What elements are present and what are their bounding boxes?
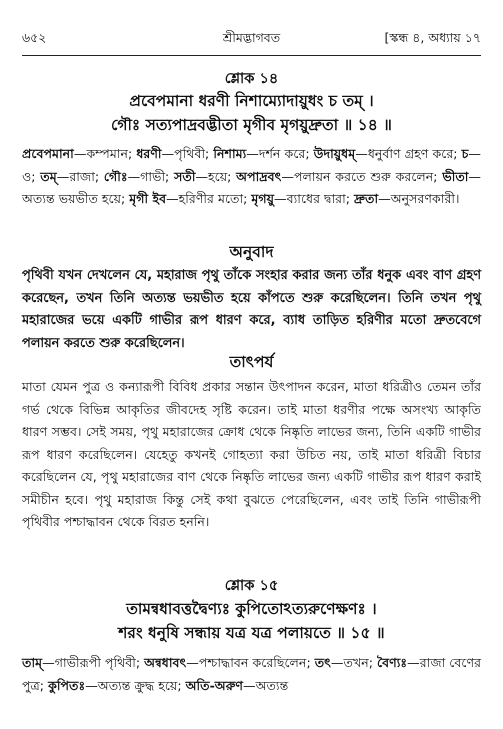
verse-15-synonyms: তাম্—গাভীরূপী পৃথিবী; অন্বধাবৎ—পশ্চাদ্ধাবন করেছিলেন; তৎ—তখন; বৈণ্যঃ—রাজা বেণের পুত্র; কুপিতঃ—অত্যন্ত ক্রুদ্ধ হয়ে; অতি-অরুণ—অত্যন্ত — [22, 655, 481, 693]
page-number: ৬৫২ — [22, 30, 47, 45]
verse-14-label: শ্লোক ১৪ — [224, 71, 279, 87]
book-title: শ্রীমদ্ভাগবত — [222, 30, 281, 45]
section-reference: [স্কন্ধ ৪, অধ্যায় ১৭ — [384, 30, 481, 45]
translation-heading: অনুবাদ — [229, 243, 274, 261]
running-header — [22, 30, 481, 50]
verse-15-label: শ্লোক ১৫ — [224, 578, 279, 594]
verse-14-synonyms: প্রবেপমানা—কম্পমান; ধরণী—পৃথিবী; নিশাম্য—দর্শন করে; উদায়ুধম্—ধনুর্বাণ গ্রহণ করে; চ—ও; তম্—রাজা; গৌঃ—গাভী; সতী—হয়ে; অপাদ্রবৎ—পলায়ন করতে শুরু করলেন; ভীতা—অত্যন্ত ভয়ভীত হয়ে; মৃগী ইব—হরিণীর মতো; মৃগয়ু—ব্যাধের দ্বারা; দ্রুতা—অনুসরণকারী। — [22, 146, 482, 206]
verse-15-line-1: তামন্বধাবত্তদ্বৈণ্যঃ কুপিতোঽত্যরুণেক্ষণঃ । — [126, 600, 377, 618]
verse-14-line-1: প্রবেপমানা ধরণী নিশাম্যোদায়ুধং চ তম্ । — [129, 92, 374, 110]
header-rule — [22, 55, 481, 56]
verse-14-line-2: গৌঃ সত্যপাদ্রবদ্ভীতা মৃগীব মৃগয়ুদ্রুতা ॥ ১৪ ॥ — [111, 116, 392, 134]
purport-heading: তাৎপর্য — [229, 353, 274, 371]
translation-text: পৃথিবী যখন দেখলেন যে, মহারাজ পৃথু তাঁকে সংহার করার জন্য তাঁর ধনুক এবং বাণ গ্রহণ করেছেন, তখন তিনি অত্যন্ত ভয়ভীত হয়ে কাঁপতে শুরু করেছিলেন। তিনি তখন পৃথু মহারাজের ভয়ে একটি গাভীর রূপ ধারণ করে, ব্যাধ তাড়িত হরিণীর মতো দ্রুতবেগে পলায়ন করতে শুরু করেছিলেন। — [22, 268, 481, 351]
verse-15-line-2: শরং ধনুষি সন্ধায় যত্র যত্র পলায়তে ॥ ১৫ ॥ — [118, 624, 385, 642]
purport-text: মাতা যেমন পুত্র ও কন্যারূপী বিবিধ প্রকার সন্তান উৎপাদন করেন, মাতা ধরিত্রীও তেমন তাঁর গর্ভ থেকে বিভিন্ন আকৃতির জীবদেহ সৃষ্টি করেন। তাই মাতা ধরণীর পক্ষে অসংখ্য আকৃতি ধারণ সম্ভব। সেই সময়, পৃথু মহারাজের ক্রোধ থেকে নিষ্কৃতি লাভের জন্য, তিনি একটি গাভীর রূপ ধারণ করেছিলেন। যেহেতু কখনই গোহত্যা করা উচিত নয়, তাই মাতা ধরিত্রী বিচার করেছিলেন যে, পৃথু মহারাজের বাণ থেকে নিষ্কৃতি লাভের জন্য একটি গাভীর রূপ ধারণ করাই সমীচীন হবে। পৃথু মহারাজ কিন্তু সেই কথা বুঝতে পেরেছিলেন, এবং তাই তিনি গাভীরূপী পৃথিবীর পশ্চাদ্ধাবন থেকে বিরত হননি। — [22, 379, 481, 529]
